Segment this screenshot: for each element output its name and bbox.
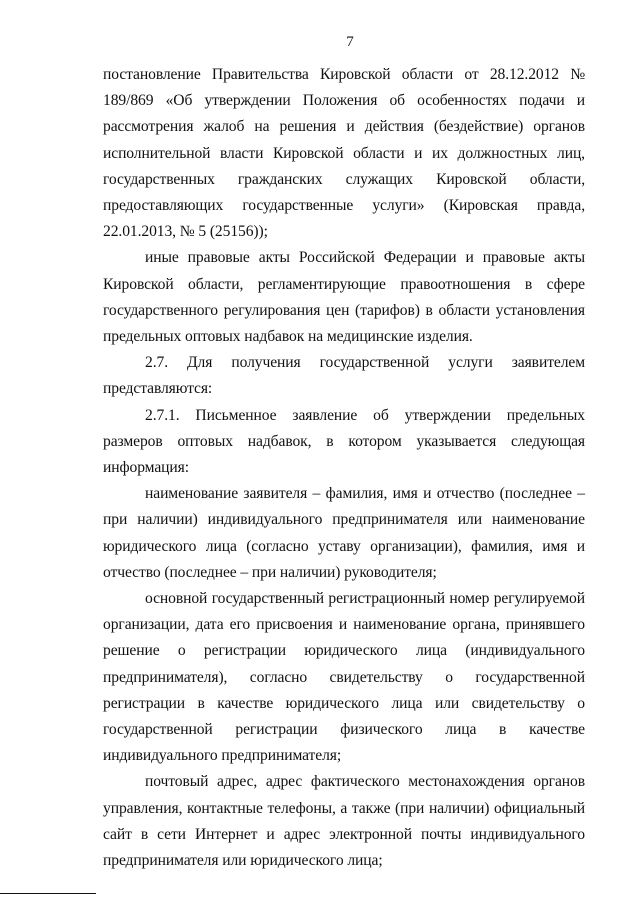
footnote-separator (0, 893, 96, 894)
paragraph-other-acts: иные правовые акты Российской Федерации и правовые акты Кировской области, регламентирующие правоотношения в сфере государственного регулирования цен (тарифов) в области установления предельных оптовых надбавок на медицинские изделия. (103, 249, 585, 346)
paragraph-decree-continuation: постановление Правительства Кировской области от 28.12.2012 № 189/869 «Об утверждении Положения об особенностях подачи и рассмотрения жалоб на решения и действия (бездействие) органов исполнительной власти Кировской области и их должностных лиц, государственных гражданских служащих Кировской области, предоставляющих государственные услуги» (Кировская правда, 22.01.2013, № 5 (25156)); (103, 66, 585, 241)
paragraph-section-2-7: 2.7. Для получения государственной услуги заявителем представляются: (103, 354, 585, 398)
document-body (103, 62, 585, 874)
paragraph-section-2-7-1: 2.7.1. Письменное заявление об утверждении предельных размеров оптовых надбавок, в котором указывается следующая информация: (103, 406, 585, 477)
paragraph-postal-address: почтовый адрес, адрес фактического местонахождения органов управления, контактные телефоны, а также (при наличии) официальный сайт в сети Интернет и адрес электронной почты индивидуального предпринимателя или юридического лица; (103, 773, 585, 870)
paragraph-applicant-name: наименование заявителя – фамилия, имя и отчество (последнее – при наличии) индивидуального предпринимателя или наименование юридического лица (согласно уставу организации), фамилия, имя и отчество (последнее – при наличии) руководителя; (103, 485, 585, 581)
page-number: 7 (346, 34, 354, 50)
paragraph-registration-number: основной государственный регистрационный номер регулируемой организации, дата его присвоения и наименование органа, принявшего решение о регистрации юридического лица (индивидуального предпринимателя), согласно свидетельству о государственной регистрации в качестве юридического лица или свидетельству о государственной регистрации физического лица в качестве индивидуального предпринимателя; (103, 590, 585, 765)
